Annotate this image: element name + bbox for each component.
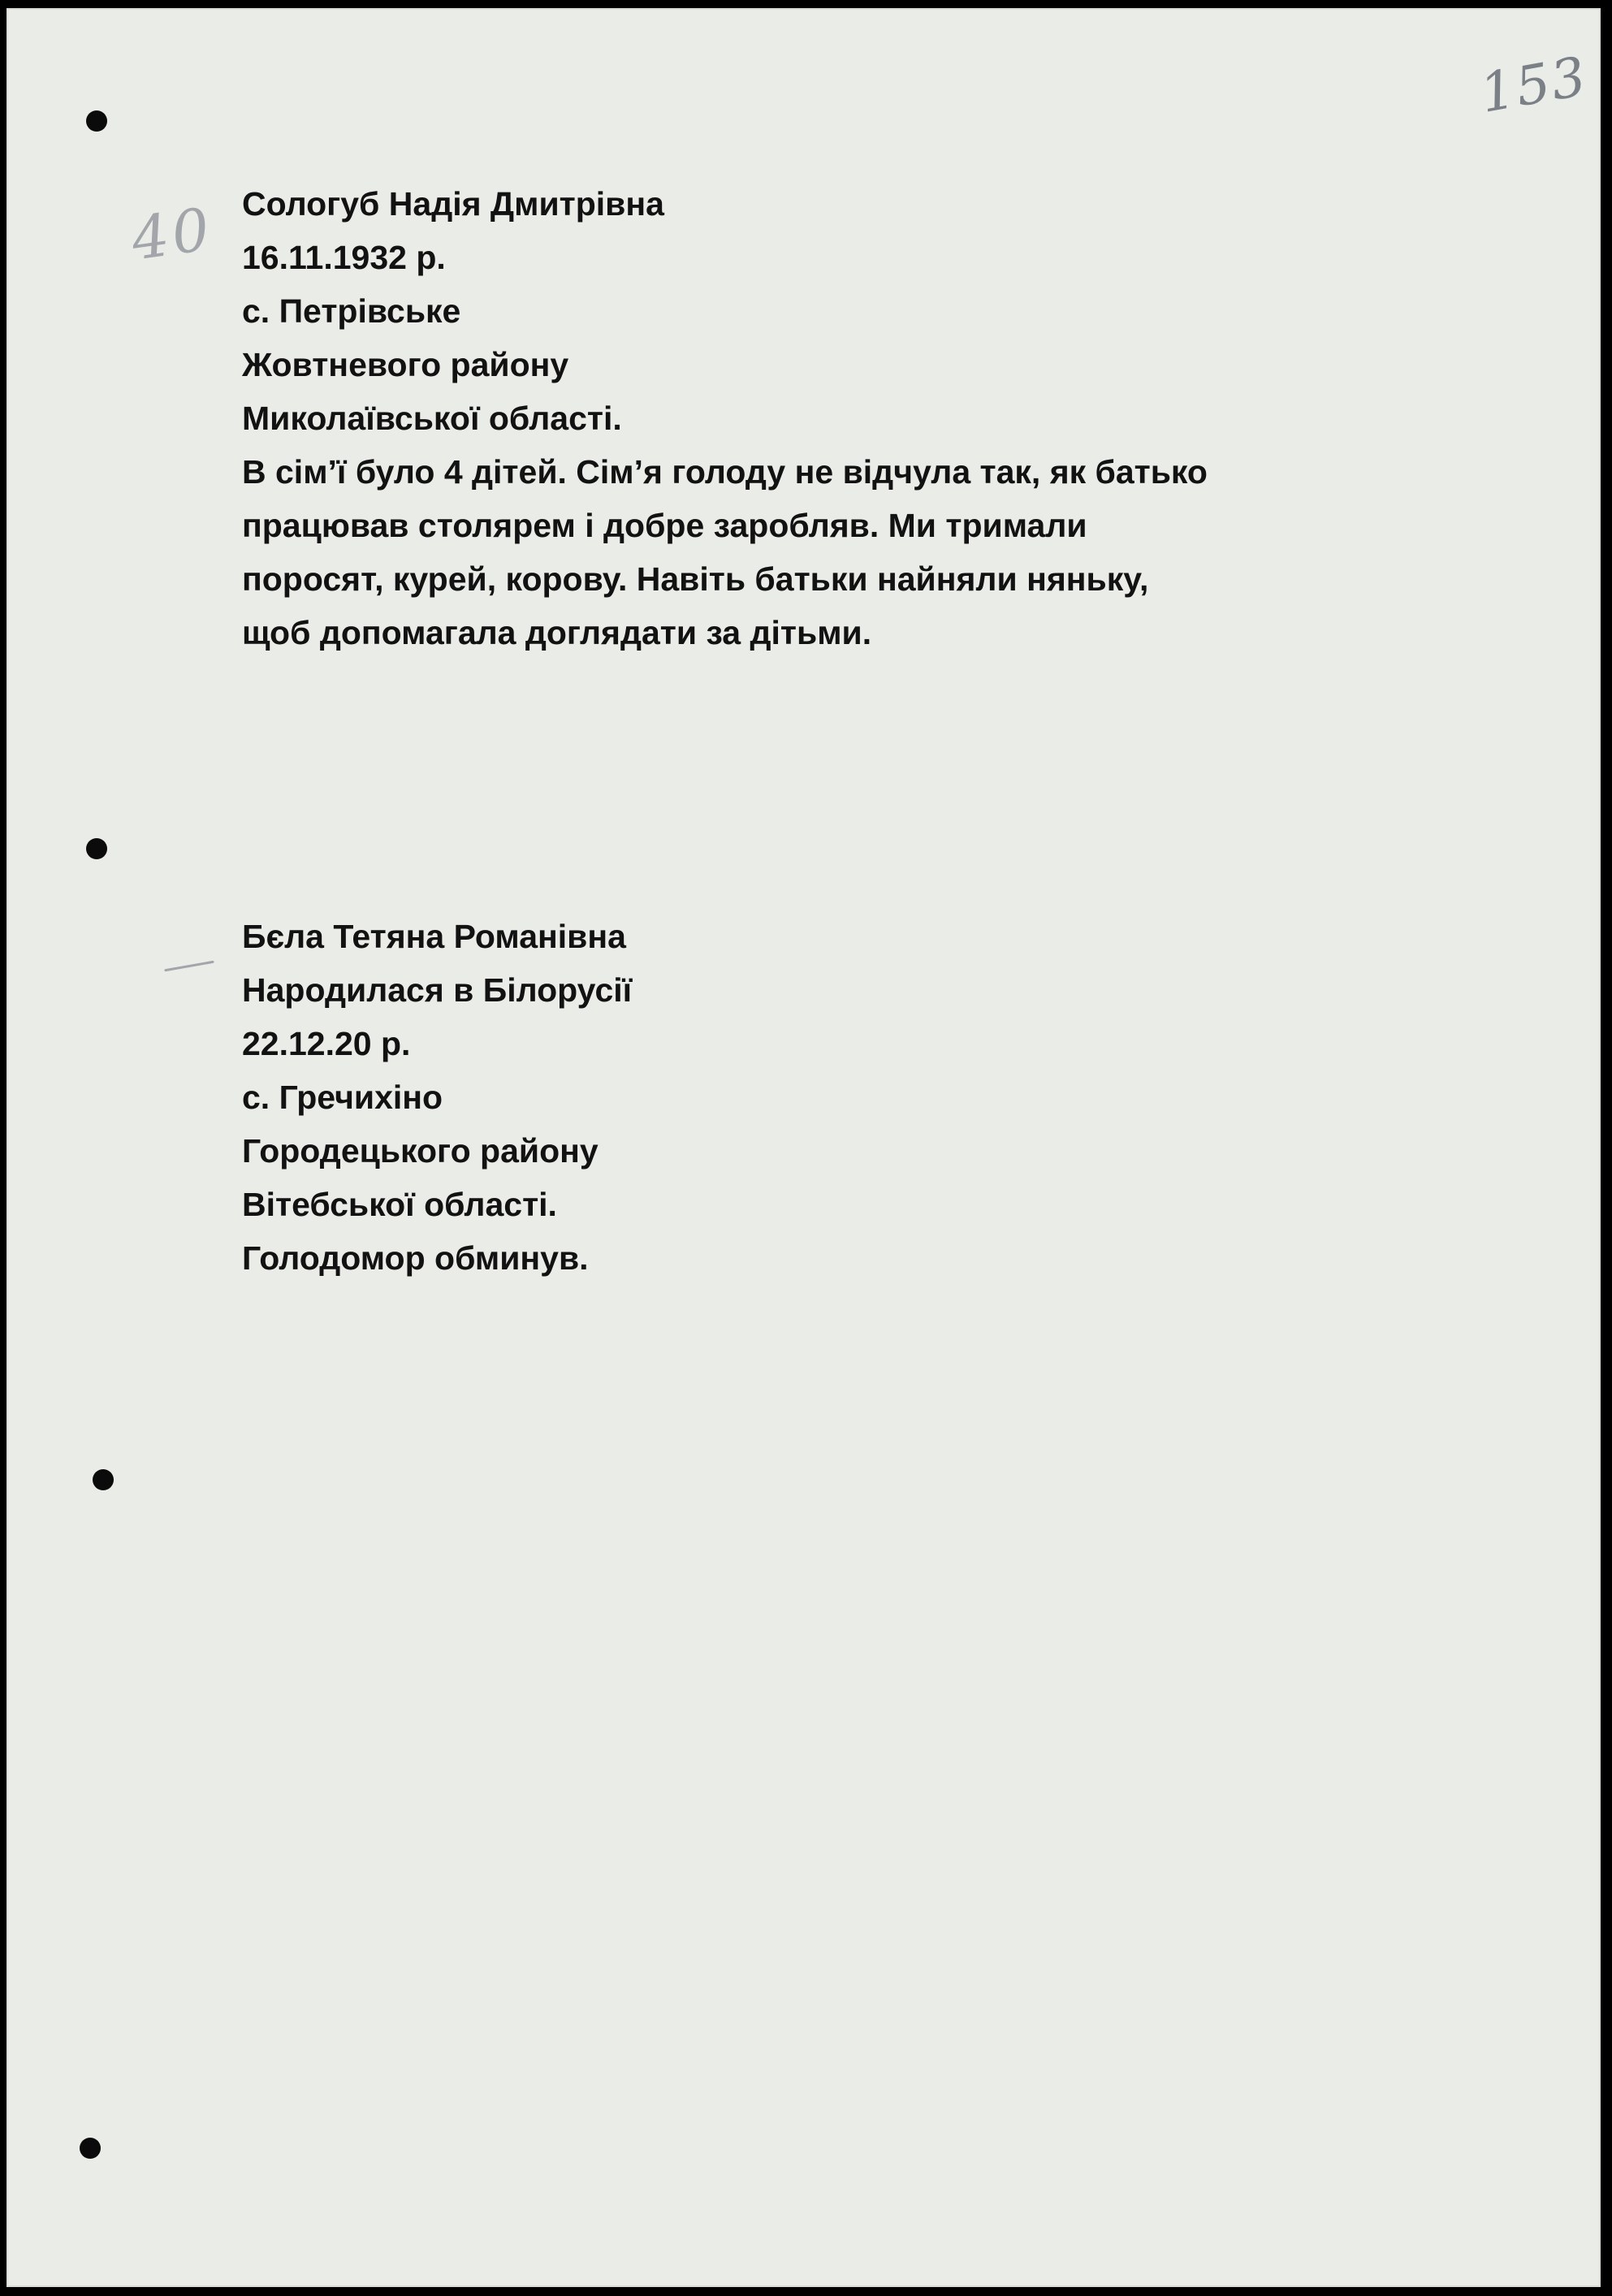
record-2-name: Бєла Тетяна Романівна — [242, 918, 626, 955]
archive-page-number: 153 — [1475, 45, 1593, 125]
record-1-birth-date: 16.11.1932 р. — [242, 239, 446, 276]
record-1-district: Жовтневого району — [242, 346, 569, 383]
record-1-story-line-2: працював столярем і добре заробляв. Ми тримали — [242, 507, 1087, 544]
record-2-birth-date: 22.12.20 р. — [242, 1025, 411, 1062]
record-2-story-line-1: Голодомор обминув. — [242, 1239, 589, 1277]
record-1-story-line-3: поросят, курей, корову. Навіть батьки найняли няньку, — [242, 560, 1149, 598]
punch-hole-3 — [93, 1469, 114, 1490]
record-2-district: Городецького району — [242, 1132, 599, 1170]
testimony-record-2 — [242, 910, 632, 1285]
record-1-story-line-4: щоб допомагала доглядати за дітьми. — [242, 614, 872, 651]
punch-hole-4 — [80, 2138, 101, 2159]
record-2-village: с. Гречихіно — [242, 1079, 443, 1116]
margin-note-handwritten: 40 — [127, 194, 217, 274]
record-2-region: Вітебської області. — [242, 1186, 557, 1223]
margin-dash-mark — [164, 961, 214, 972]
record-2-birthplace: Народилася в Білорусії — [242, 971, 633, 1009]
record-1-story-line-1: В сім’ї було 4 дітей. Сім’я голоду не відчула так, як батько — [242, 453, 1208, 491]
punch-hole-2 — [86, 838, 107, 859]
record-1-name: Сологуб Надія Дмитрівна — [242, 185, 664, 223]
punch-hole-1 — [86, 110, 107, 132]
record-1-village: с. Петрівське — [242, 292, 461, 330]
record-1-region: Миколаївської області. — [242, 400, 622, 437]
testimony-record-1 — [242, 177, 1208, 659]
document-page — [6, 8, 1601, 2287]
